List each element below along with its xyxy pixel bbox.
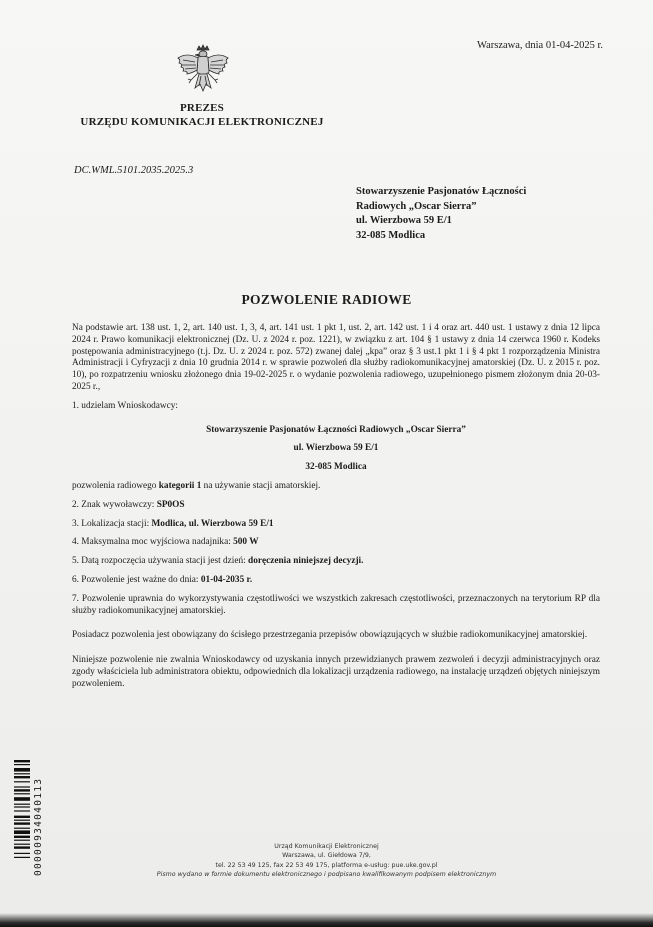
- addressee-line: 32-085 Modlica: [356, 229, 426, 241]
- text-fragment: na używanie stacji amatorskiej.: [201, 480, 321, 491]
- item-label: 6. Pozwolenie jest ważne do dnia:: [72, 574, 201, 585]
- authority-name: URZĘDU KOMUNIKACJI ELEKTRONICZNEJ: [80, 116, 324, 128]
- text-fragment: pozwolenia radiowego: [72, 480, 159, 491]
- addressee-line: Radiowych „Oscar Sierra”: [356, 200, 477, 212]
- grantee-name: Stowarzyszenie Pasjonatów Łączności Radiowych „Oscar Sierra”: [206, 424, 466, 435]
- barcode-number: 00000934040113: [33, 777, 44, 876]
- validity-item: [72, 575, 600, 587]
- item-label: 2. Znak wywoławczy:: [72, 499, 157, 510]
- item-label: 5. Datą rozpoczęcia używania stacji jest dzień:: [72, 556, 249, 567]
- issuing-authority: [60, 101, 344, 129]
- footer-line: tel. 22 53 49 125, fax 22 53 49 175, platforma e-usług: pue.uke.gov.pl: [215, 861, 438, 869]
- validity-date-value: 01-04-2035 r.: [200, 574, 253, 585]
- grantee-street: ul. Wierzbowa 59 E/1: [293, 443, 379, 454]
- authority-title: PREZES: [180, 102, 224, 114]
- grantee-block: [72, 425, 600, 474]
- addressee-block: [356, 185, 526, 243]
- case-reference: DC.WML.5101.2035.2025.3: [74, 165, 194, 176]
- footer: [0, 842, 653, 879]
- legal-basis-paragraph: Na podstawie art. 138 ust. 1, 2, art. 140 ust. 1, 3, 4, art. 141 ust. 1 pkt 1, ust. 2, art. 142 ust. 1 i 4 oraz art. 440 ust. 1 ustawy z dnia 12 lipca 2024 r. Prawo komunikacji elektronicznej (Dz. U. z 2024 r. poz. 1221), w związku z art. 104 § 1 ustawy z dnia 14 czerwca 1960 r. Kodeks postępowania administracyjnego (t.j. Dz. U. z 2024 r. poz. 572) zwanej dalej „kpa” oraz § 3 ust.1 pkt 1 i § 4 pkt 1 rozporządzenia Ministra Administracji i Cyfryzacji z dnia 10 grudnia 2014 r. w sprawie pozwoleń dla służby radiokomunikacyjnej amatorskiej (Dz. U. z 2015 r. poz. 10), po rozpatrzeniu wniosku złożonego dnia 19-02-2025 r. o wydanie pozwolenia radiowego, uzupełnionego pismem złożonym dnia 20-03-2025 r.,: [72, 323, 600, 392]
- polish-eagle-emblem-icon: [175, 44, 231, 98]
- max-power-item: [72, 537, 600, 549]
- start-date-item: [72, 556, 600, 568]
- grantee-city: 32-085 Modlica: [305, 462, 367, 473]
- holder-obligation-paragraph: Posiadacz pozwolenia jest obowiązany do ścisłego przestrzegania przepisów obowiązujących w służbie radiokomunikacyjnej amatorskiej.: [72, 630, 588, 641]
- document-body: [72, 323, 600, 691]
- permit-category: kategorii 1: [158, 480, 202, 491]
- addressee-line: ul. Wierzbowa 59 E/1: [356, 215, 452, 226]
- start-date-value: doręczenia niniejszej decyzji.: [248, 556, 364, 567]
- place-and-date: Warszawa, dnia 01-04-2025 r.: [477, 40, 603, 51]
- call-sign-value: SP0OS: [156, 499, 185, 510]
- addressee-line: Stowarzyszenie Pasjonatów Łączności: [356, 186, 527, 197]
- item-label: 3. Lokalizacja stacji:: [72, 518, 152, 529]
- footer-line: Urząd Komunikacji Elektronicznej: [274, 843, 379, 850]
- station-location-item: [72, 519, 600, 531]
- item-label: 4. Maksymalna moc wyjściowa nadajnika:: [72, 537, 234, 548]
- max-power-value: 500 W: [233, 537, 259, 548]
- other-permits-paragraph: Niniejsze pozwolenie nie zwalnia Wnioskodawcy od uzyskania innych przewidzianych prawem zezwoleń i decyzji administracyjnych oraz zgody właściciela lub administratora obiektu, odpowiednich dla lokalizacji urządzenia radiowego, na instalację urządzeń objętych niniejszym pozwoleniem.: [72, 655, 600, 689]
- grant-item: 1. udzielam Wnioskodawcy:: [72, 400, 178, 411]
- footer-line: Warszawa, ul. Giełdowa 7/9,: [282, 852, 371, 860]
- station-location-value: Modlica, ul. Wierzbowa 59 E/1: [151, 518, 274, 529]
- permit-category-line: [72, 481, 600, 493]
- call-sign-item: [72, 500, 600, 512]
- document-title: POZWOLENIE RADIOWE: [241, 292, 412, 307]
- footer-signature-note: Pismo wydano w formie dokumentu elektronicznego i podpisano kwalifikowanym podpisem elektronicznym: [156, 870, 497, 878]
- frequency-item: 7. Pozwolenie uprawnia do wykorzystywania częstotliwości we wszystkich zakresach częstotliwości, przeznaczonych na terytorium RP dla służby radiokomunikacyjnej amatorskiej.: [72, 593, 600, 616]
- scan-edge-shadow: [0, 913, 653, 927]
